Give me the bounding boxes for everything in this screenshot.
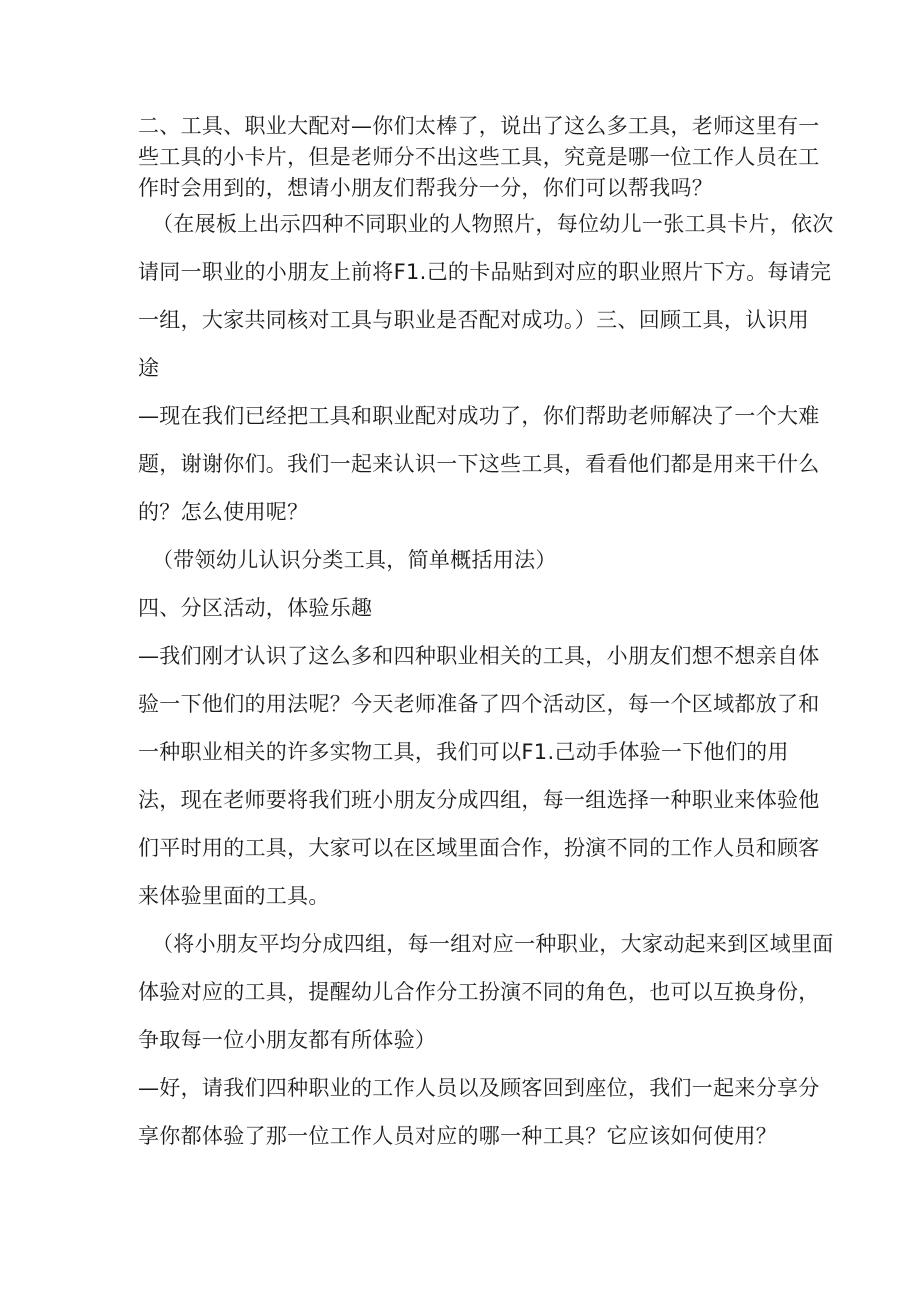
text-line: —我们刚才认识了这么多和四种职业相关的工具，小朋友们想不想亲自体 bbox=[138, 644, 820, 668]
text-line: 争取每一位小朋友都有所体验） bbox=[138, 1028, 437, 1052]
text-line: 享你都体验了那一位工作人员对应的哪一种工具？它应该如何使用？ bbox=[138, 1124, 777, 1148]
text-line: （在展板上出示四种不同职业的人物照片，每位幼儿一张工具卡片，依次 bbox=[152, 212, 834, 236]
text-line: —好，请我们四种职业的工作人员以及顾客回到座位，我们一起来分享分 bbox=[138, 1076, 820, 1100]
text-line: 一种职业相关的许多实物工具，我们可以F1.己动手体验一下他们的用 bbox=[138, 740, 789, 764]
text-line: 作时会用到的，想请小朋友们帮我分一分，你们可以帮我吗？ bbox=[138, 176, 714, 200]
text-line: 的？怎么使用呢？ bbox=[138, 500, 309, 524]
text-line: （带领幼儿认识分类工具，简单概括用法） bbox=[152, 548, 557, 572]
text-line: 途 bbox=[138, 356, 160, 380]
text-line: 们平时用的工具，大家可以在区域里面合作，扮演不同的工作人员和顾客 bbox=[138, 836, 820, 860]
text-line: 法，现在老师要将我们班小朋友分成四组，每一组选择一种职业来体验他 bbox=[138, 788, 820, 812]
text-line: —现在我们已经把工具和职业配对成功了，你们帮助老师解决了一个大难 bbox=[138, 404, 820, 428]
text-line: 验一下他们的用法呢？今天老师准备了四个活动区，每一个区域都放了和 bbox=[138, 692, 820, 716]
text-line: 题，谢谢你们。我们一起来认识一下这些工具，看看他们都是用来干什么 bbox=[138, 452, 820, 476]
text-line: 体验对应的工具，提醒幼儿合作分工扮演不同的角色，也可以互换身份， bbox=[138, 980, 820, 1004]
text-line: 些工具的小卡片，但是老师分不出这些工具，究竟是哪一位工作人员在工 bbox=[138, 145, 820, 169]
section-heading: 四、分区活动，体验乐趣 bbox=[138, 596, 373, 620]
text-line: 二、工具、职业大配对—你们太棒了，说出了这么多工具，老师这里有一 bbox=[138, 114, 820, 138]
text-line: 来体验里面的工具。 bbox=[138, 884, 330, 908]
text-line: 请同一职业的小朋友上前将F1.己的卡品贴到对应的职业照片下方。每请完 bbox=[138, 260, 832, 284]
text-line: （将小朋友平均分成四组，每一组对应一种职业，大家动起来到区域里面 bbox=[152, 932, 834, 956]
text-line: 一组，大家共同核对工具与职业是否配对成功。）三、回顾工具，认识用 bbox=[138, 308, 810, 332]
